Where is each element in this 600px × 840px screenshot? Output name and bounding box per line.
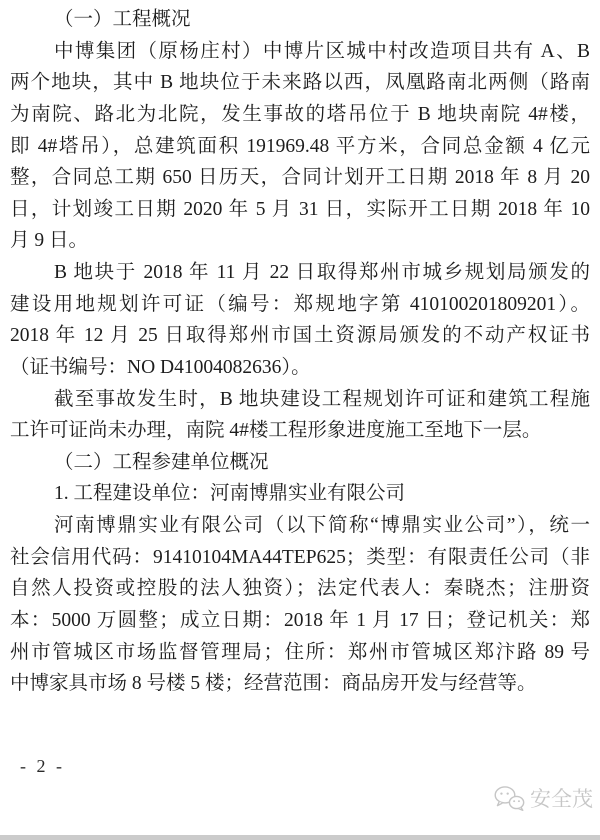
text-line: 为南院、路北为北院，发生事故的塔吊位于 B 地块南院 4#楼，: [10, 103, 590, 125]
text-line: 本：5000 万圆整；成立日期：2018 年 1 月 17 日；登记机关：郑: [10, 609, 590, 631]
text-line: 社会信用代码：91410104MA44TEP625；类型：有限责任公司（非: [10, 546, 590, 568]
document-body: [10, 4, 590, 700]
text-line: 自然人投资或控股的法人独资）；法定代表人：秦晓杰；注册资: [10, 578, 590, 600]
text-line: 日，计划竣工日期 2020 年 5 月 31 日，实际开工日期 2018 年 10: [10, 198, 590, 220]
page-number: - 2 -: [20, 756, 65, 776]
text-line: 整，合同总工期 650 日历天，合同计划开工日期 2018 年 8 月 20: [10, 167, 590, 189]
text-line: 中博家具市场 8 号楼 5 楼；经营范围：商品房开发与经营等。: [10, 673, 537, 695]
text-line: 州市管城区市场监督管理局；住所：郑州市管城区郑汴路 89 号: [10, 641, 590, 663]
section-heading-1: （一）工程概况: [54, 9, 191, 30]
text-line: 2018 年 12 月 25 日取得郑州市国土资源局颁发的不动产权证书: [10, 325, 590, 347]
text-line: 截至事故发生时，B 地块建设工程规划许可证和建筑工程施: [54, 388, 590, 410]
text-line: 两个地块，其中 B 地块位于未来路以西，凤凰路南北两侧（路南: [10, 72, 590, 94]
watermark-label: 安全茂: [530, 788, 593, 811]
watermark: [493, 783, 593, 813]
wechat-icon: [493, 785, 525, 812]
text-line: 月 9 日。: [10, 230, 89, 252]
text-line: B 地块于 2018 年 11 月 22 日取得郑州市城乡规划局颁发的: [54, 262, 590, 283]
text-line: 工许可证尚未办理，南院 4#楼工程形象进度施工至地下一层。: [10, 420, 542, 442]
text-line: 河南博鼎实业有限公司（以下简称“博鼎实业公司”），统一: [54, 515, 590, 536]
list-item-1: 1. 工程建设单位：河南博鼎实业有限公司: [54, 483, 406, 505]
text-line: （证书编号：NO D41004082636）。: [10, 356, 311, 378]
section-heading-2: （二）工程参建单位概况: [54, 451, 269, 473]
text-line: 建设用地规划许可证（编号：郑规地字第 410100201809201）。: [10, 293, 590, 315]
page-bottom-edge: [0, 835, 600, 840]
text-line: 中博集团（原杨庄村）中博片区城中村改造项目共有 A、B: [54, 40, 590, 62]
text-line: 即 4#塔吊），总建筑面积 191969.48 平方米，合同总金额 4 亿元: [10, 135, 590, 157]
